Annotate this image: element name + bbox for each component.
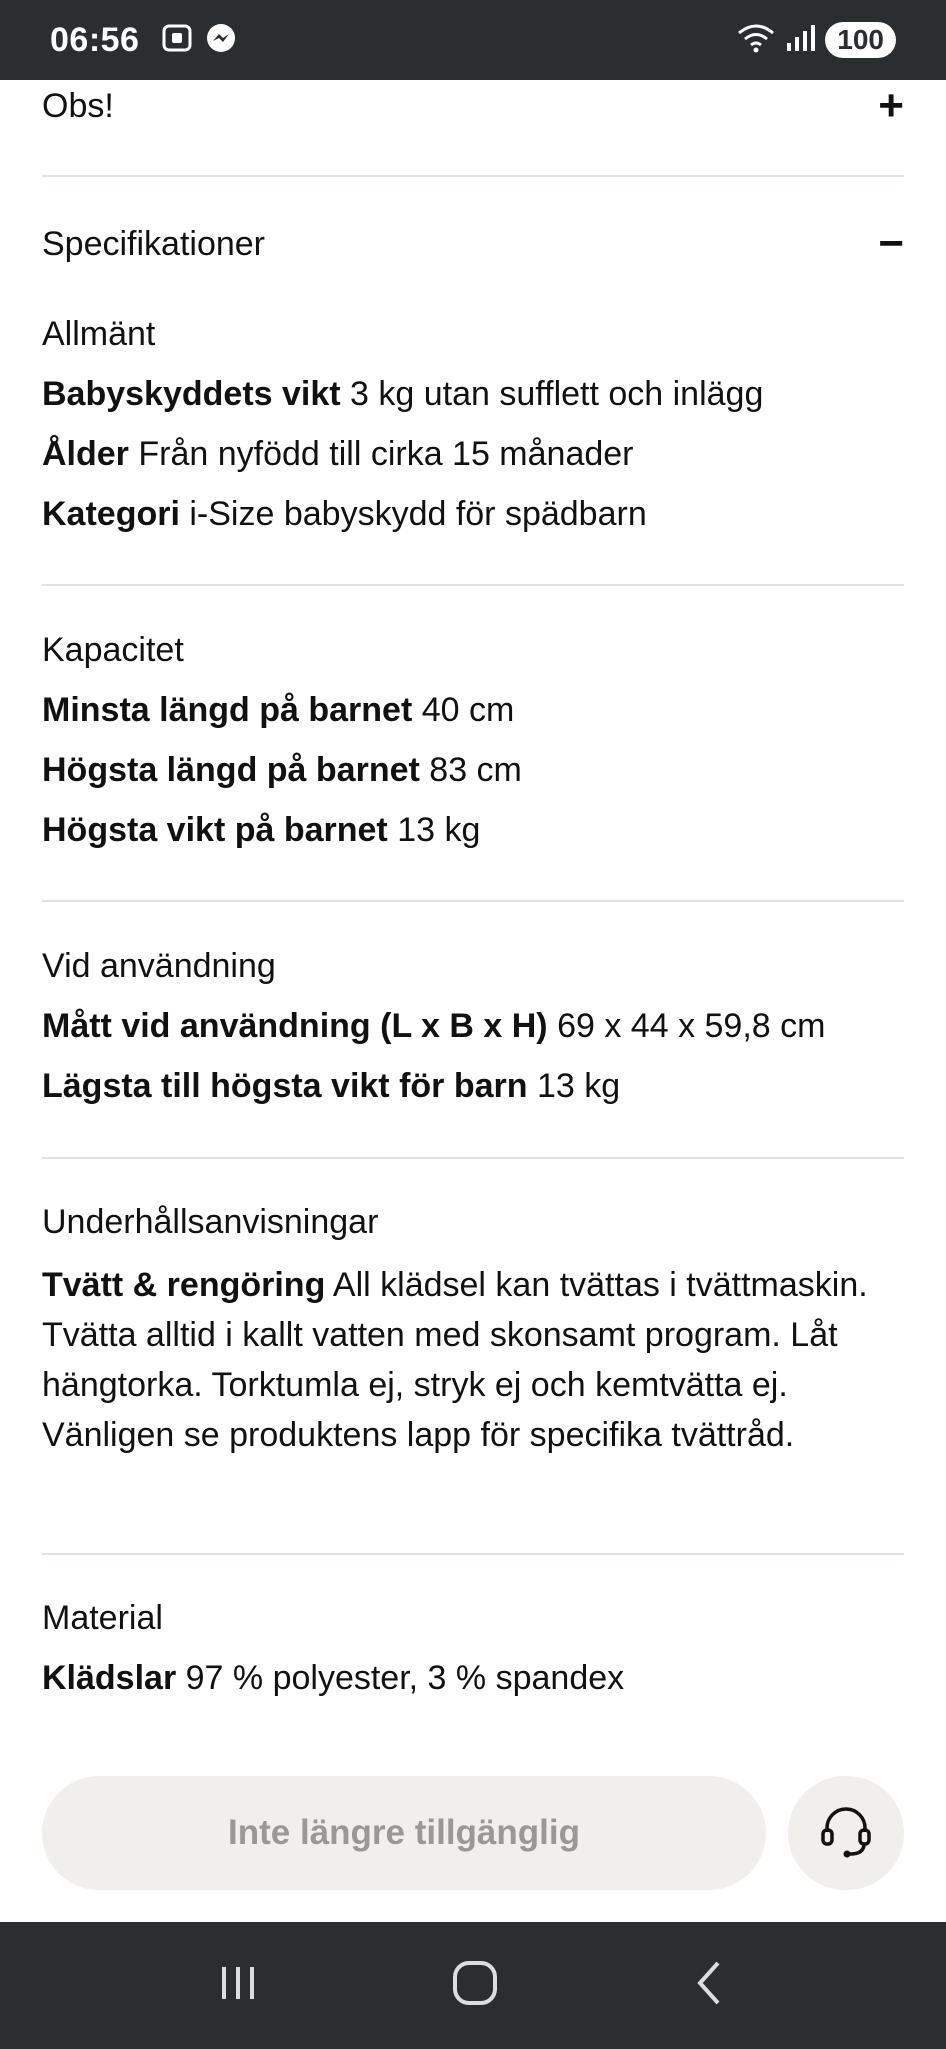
divider	[42, 1553, 904, 1555]
signal-icon	[785, 23, 815, 58]
unavailable-button[interactable]: Inte längre tillgänglig	[42, 1776, 766, 1890]
section-title: Allmänt	[42, 315, 156, 353]
spec-row: Kategori i-Size babyskydd för spädbarn	[42, 495, 647, 533]
battery-indicator: 100	[825, 22, 896, 58]
spec-section-in-use	[42, 944, 904, 1124]
messenger-icon	[205, 22, 237, 59]
spec-section-general	[42, 312, 904, 552]
system-nav-bar	[0, 1922, 946, 2049]
divider	[42, 584, 904, 586]
accordion-obs[interactable]	[42, 78, 904, 134]
spec-row: Ålder Från nyfödd till cirka 15 månader	[42, 435, 634, 473]
minus-icon[interactable]: −	[878, 219, 904, 268]
customer-support-button[interactable]	[788, 1776, 904, 1890]
recent-apps-icon[interactable]	[216, 1961, 260, 2010]
spec-row: Högsta längd på barnet 83 cm	[42, 751, 522, 789]
accordion-obs-label: Obs!	[42, 86, 114, 125]
divider	[42, 900, 904, 902]
section-title: Underhållsanvisningar	[42, 1203, 379, 1241]
spec-section-material	[42, 1596, 904, 1716]
spec-row: Tvätt & rengöring All klädsel kan tvättas i tvättmaskin. Tvätta alltid i kallt vatten med skonsamt program. Låt hängtorka. Torktumla ej, stryk ej och kemtvätta ej. Vänligen se produktens lapp för specifika tvättråd.	[42, 1266, 868, 1454]
status-bar	[0, 0, 946, 80]
headset-icon	[817, 1802, 875, 1865]
spec-row: Mått vid användning (L x B x H) 69 x 44 x 59,8 cm	[42, 1007, 826, 1045]
section-title: Material	[42, 1599, 163, 1637]
accordion-specifikationer[interactable]	[42, 216, 904, 272]
divider	[42, 175, 904, 177]
spec-row: Minsta längd på barnet 40 cm	[42, 691, 515, 729]
spec-section-care	[42, 1200, 904, 1476]
bottom-action-bar	[0, 1776, 946, 1890]
status-time: 06:56	[50, 20, 140, 59]
spec-row: Klädslar 97 % polyester, 3 % spandex	[42, 1659, 625, 1697]
section-title: Kapacitet	[42, 631, 184, 669]
plus-icon[interactable]: +	[878, 81, 904, 130]
accordion-specifikationer-label: Specifikationer	[42, 224, 266, 263]
section-title: Vid användning	[42, 947, 276, 985]
spec-row: Högsta vikt på barnet 13 kg	[42, 811, 481, 849]
screenshot-icon	[161, 23, 193, 58]
wifi-icon	[737, 23, 775, 58]
spec-row: Lägsta till högsta vikt för barn 13 kg	[42, 1067, 621, 1105]
home-icon[interactable]	[451, 1959, 499, 2012]
back-icon[interactable]	[690, 1959, 730, 2012]
spec-row: Babyskyddets vikt 3 kg utan sufflett och inlägg	[42, 375, 764, 413]
spec-section-capacity	[42, 628, 904, 868]
divider	[42, 1157, 904, 1159]
